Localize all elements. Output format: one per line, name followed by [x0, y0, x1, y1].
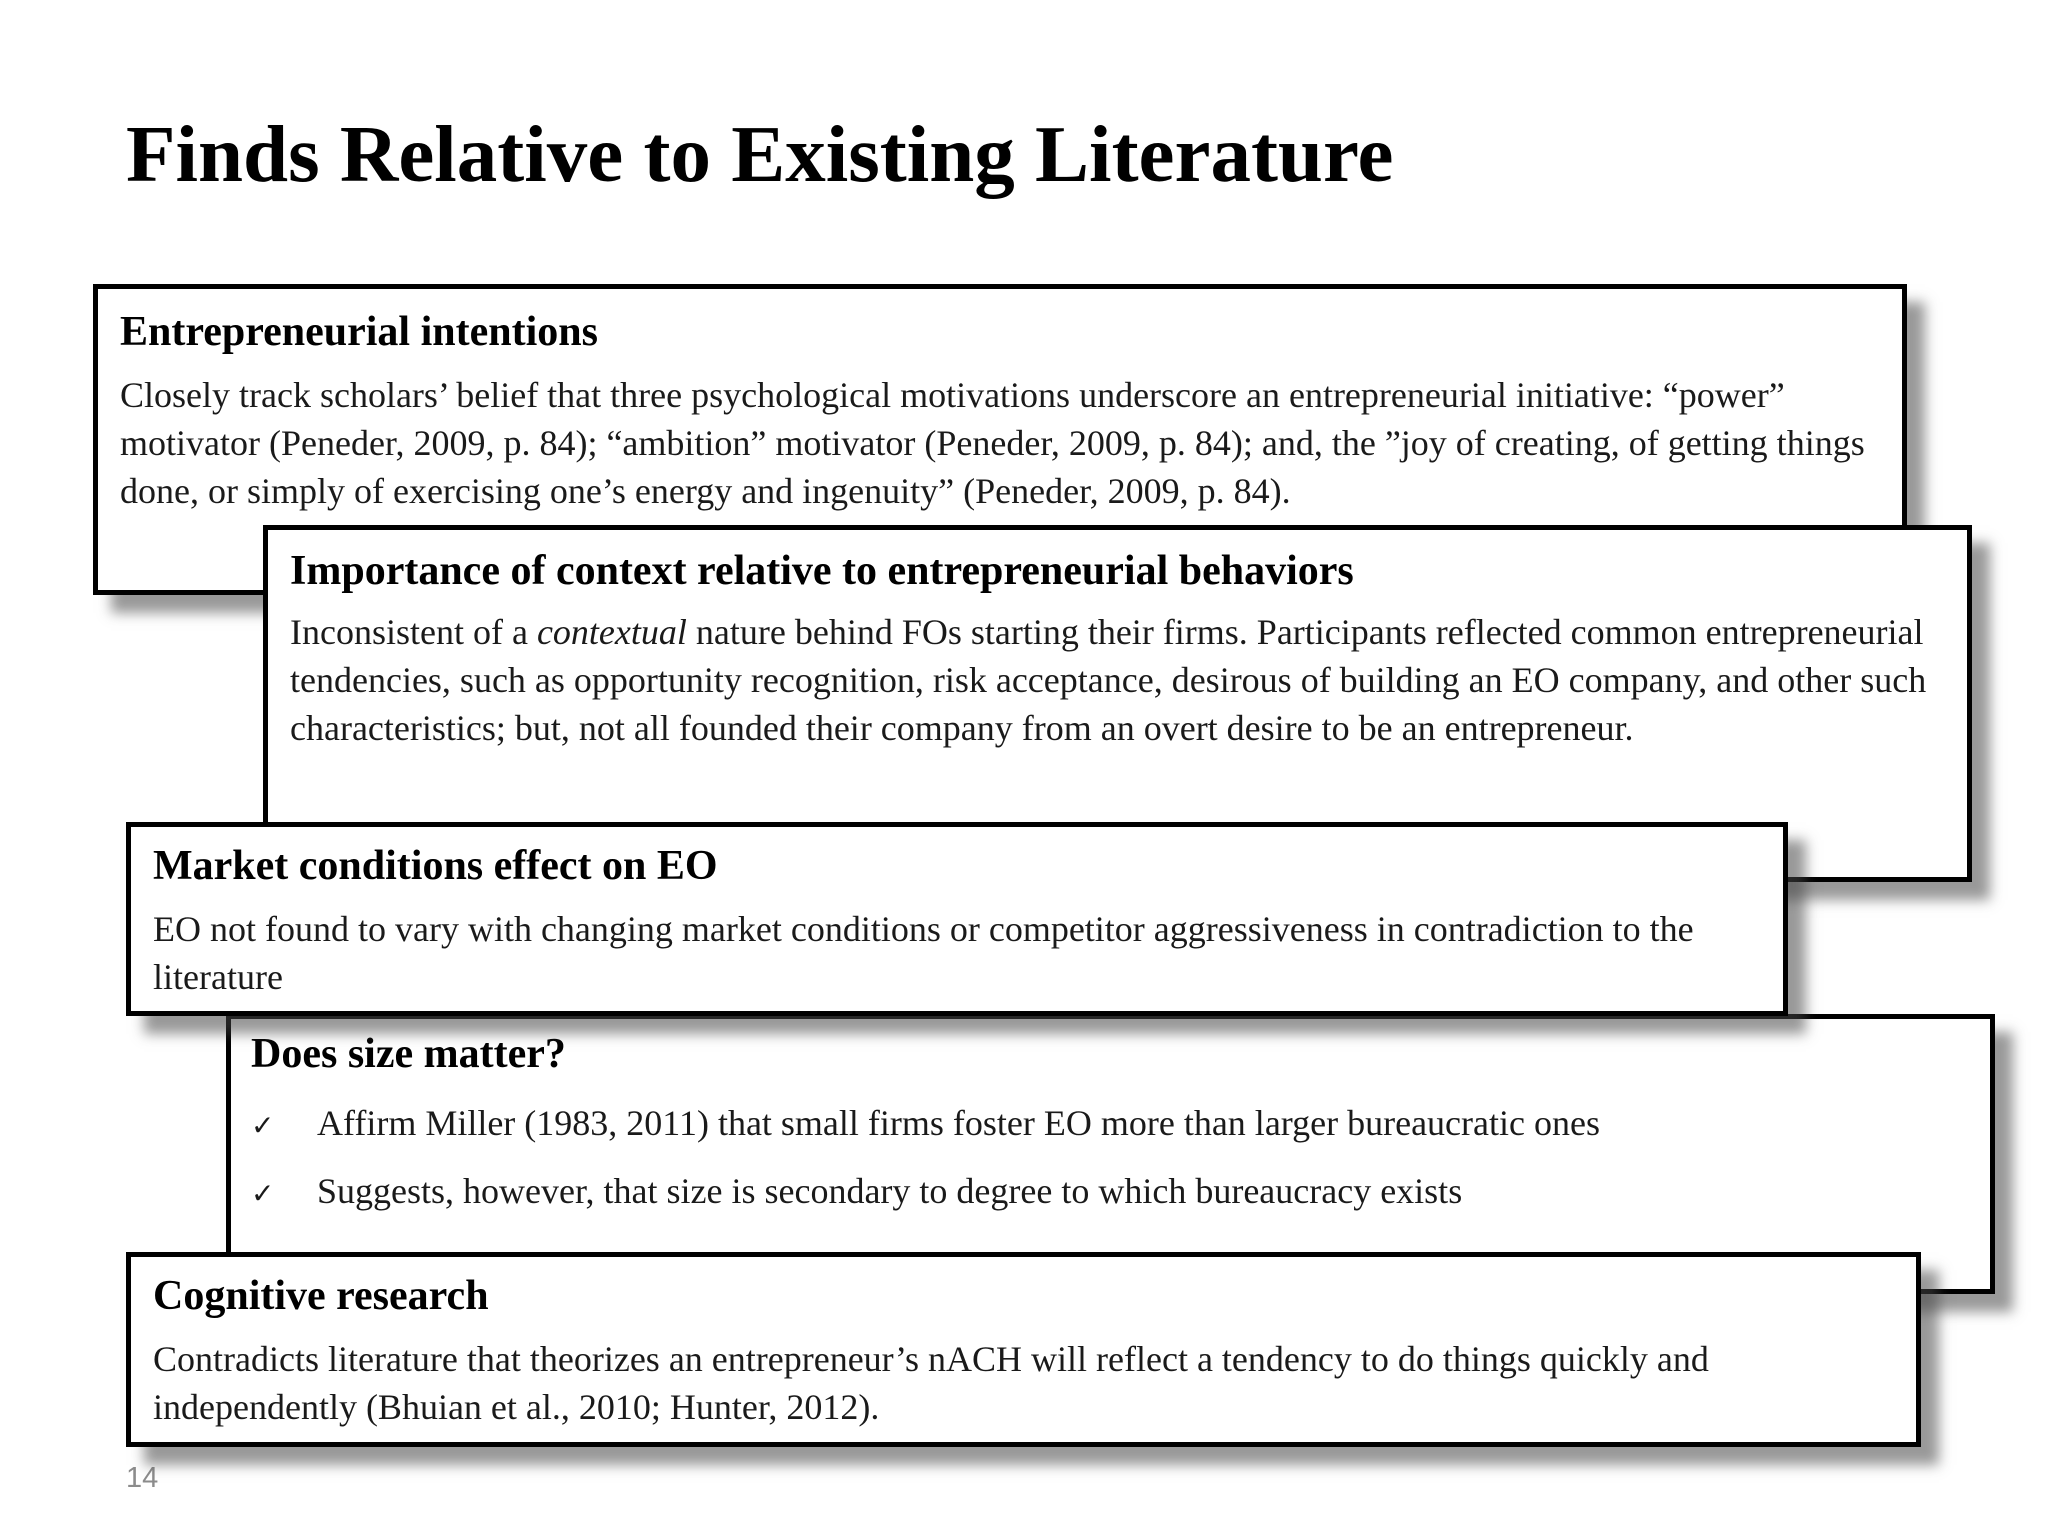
card-heading: Does size matter?	[251, 1031, 566, 1077]
slide-title: Finds Relative to Existing Literature	[126, 109, 1394, 199]
list-item-text: Suggests, however, that size is secondary to degree to which bureaucracy exists	[317, 1171, 1463, 1212]
card-body-emphasis: contextual	[536, 612, 687, 653]
checkmark-icon: ✓	[251, 1109, 275, 1143]
list-item	[251, 1099, 1970, 1150]
card-heading: Cognitive research	[153, 1273, 489, 1319]
list-item-text: Affirm Miller (1983, 2011) that small firms foster EO more than larger bureaucratic ones	[317, 1103, 1600, 1144]
card-heading: Entrepreneurial intentions	[120, 309, 598, 355]
card-body: Contradicts literature that theorizes an entrepreneur’s nACH will reflect a tendency to do things quickly and independently (Bhuian et al., 2010; Hunter, 2012).	[153, 1339, 1709, 1428]
card-market-conditions	[126, 822, 1788, 1016]
card-body-text: nature behind FOs starting their firms. Participants reflected common entrepreneurial tendencies, such as opportunity recognition, risk acceptance, desirous of building an EO company, and other such characteristics; but, not all founded their company from an overt desire to be an entrepreneur.	[290, 612, 1927, 749]
page-number: 14	[126, 1462, 159, 1494]
card-body	[290, 608, 1945, 752]
card-body-text: Inconsistent of a	[290, 612, 537, 653]
card-heading: Market conditions effect on EO	[153, 843, 718, 889]
card-heading: Importance of context relative to entrepreneurial behaviors	[290, 548, 1354, 594]
check-list	[251, 1099, 1970, 1218]
card-body: EO not found to vary with changing market conditions or competitor aggressiveness in contradiction to the literature	[153, 909, 1694, 998]
card-cognitive-research	[126, 1252, 1921, 1447]
card-body: Closely track scholars’ belief that three psychological motivations underscore an entrepreneurial initiative: “power” motivator (Peneder, 2009, p. 84); “ambition” motivator (Peneder, 2009, p. 84); and, the ”joy of creating, of getting things done, or simply of exercising one’s energy and ingenuity” (Peneder, 2009, p. 84).	[120, 375, 1865, 512]
checkmark-icon: ✓	[251, 1177, 275, 1211]
list-item	[251, 1167, 1970, 1218]
